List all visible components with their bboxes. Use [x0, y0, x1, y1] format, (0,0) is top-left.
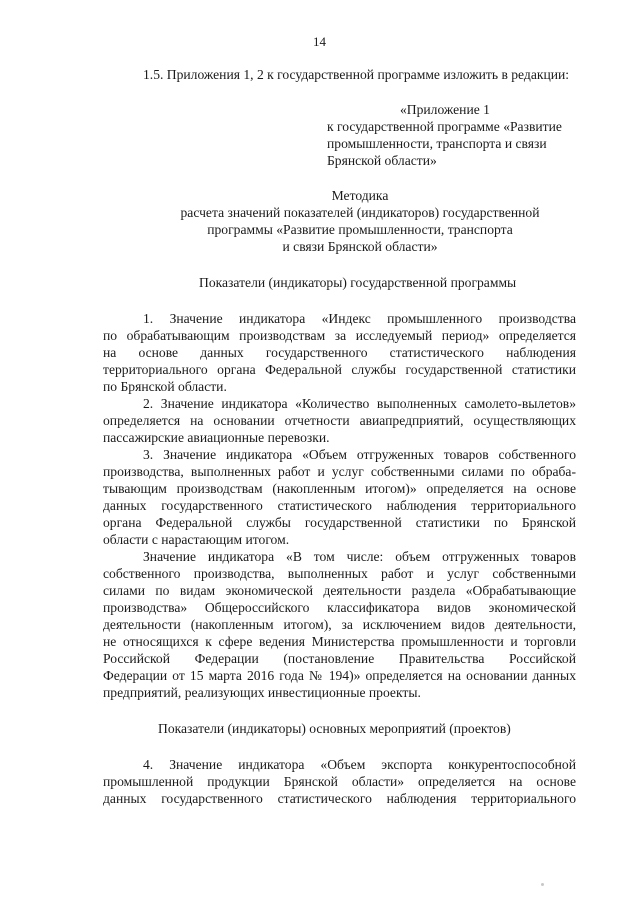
appendix-header-line: «Приложение 1	[400, 102, 490, 117]
scan-speck	[541, 883, 544, 886]
paragraph-line: Российской Федерации (постановление Правительства Российской	[103, 651, 576, 666]
paragraph-line: деятельности (накопленным итогом), за исключением видов деятельности,	[103, 617, 576, 632]
paragraph-line: определяется на основании отчетности авиапредприятий, осуществляющих	[103, 413, 576, 428]
section-heading-activities: Показатели (индикаторы) основных мероприятий (проектов)	[158, 721, 511, 736]
title-line: и связи Брянской области»	[282, 239, 438, 254]
paragraph-line: силами по видам экономической деятельности раздела «Обрабатывающие	[103, 583, 576, 598]
paragraph-line: данных государственного статистического наблюдения территориального	[103, 791, 576, 806]
paragraph-line: Значение индикатора «В том числе: объем отгруженных товаров	[143, 549, 576, 564]
paragraph-line: 4. Значение индикатора «Объем экспорта конкурентоспособной	[143, 757, 576, 772]
paragraph-line: 3. Значение индикатора «Объем отгруженных товаров собственного	[143, 447, 576, 462]
title-line: Методика	[331, 188, 389, 203]
paragraph-line: территориального органа Федеральной службы государственной статистики	[103, 362, 576, 377]
paragraph-line: пассажирские авиационные перевозки.	[103, 430, 330, 445]
paragraph-line: производства» Общероссийского классификатора видов экономической	[103, 600, 576, 615]
paragraph-line: 1. Значение индикатора «Индекс промышленного производства	[143, 311, 576, 326]
paragraph-line: производства, выполненных работ и услуг собственными силами по обраба-	[103, 464, 576, 479]
title-line: расчета значений показателей (индикаторов) государственной	[180, 205, 540, 220]
appendix-header-line: к государственной программе «Развитие	[327, 119, 562, 134]
paragraph-line: на основе данных государственного статистического наблюдения	[103, 345, 576, 360]
title-line: программы «Развитие промышленности, транспорта	[207, 222, 513, 237]
appendix-header-line: промышленности, транспорта и связи	[327, 136, 547, 151]
intro-line: 1.5. Приложения 1, 2 к государственной программе изложить в редакции:	[143, 67, 570, 82]
appendix-header-line: Брянской области»	[327, 153, 437, 168]
page-number: 14	[313, 34, 326, 49]
paragraph-line: тывающим производствам (накопленным итогом)» определяется на основе	[103, 481, 576, 496]
paragraph-line: области с нарастающим итогом.	[103, 532, 290, 547]
paragraph-line: не относящихся к сфере ведения Министерства промышленности и торговли	[103, 634, 576, 649]
paragraph-line: 2. Значение индикатора «Количество выполненных самолето-вылетов»	[143, 396, 576, 411]
paragraph-line: по обрабатывающим производствам за исследуемый период» определяется	[103, 328, 576, 343]
paragraph-line: данных государственного статистического наблюдения территориального	[103, 498, 576, 513]
section-heading-program: Показатели (индикаторы) государственной программы	[199, 275, 517, 290]
paragraph-line: органа Федеральной службы государственной статистики по Брянской	[103, 515, 576, 530]
paragraph-line: по Брянской области.	[103, 379, 227, 394]
paragraph-line: собственного производства, выполненных работ и услуг собственными	[103, 566, 576, 581]
paragraph-line: Федерации от 15 марта 2016 года № 194)» определяется на основании данных	[103, 668, 576, 683]
paragraph-line: предприятий, реализующих инвестиционные проекты.	[103, 685, 421, 700]
paragraph-line: промышленной продукции Брянской области» определяется на основе	[103, 774, 576, 789]
